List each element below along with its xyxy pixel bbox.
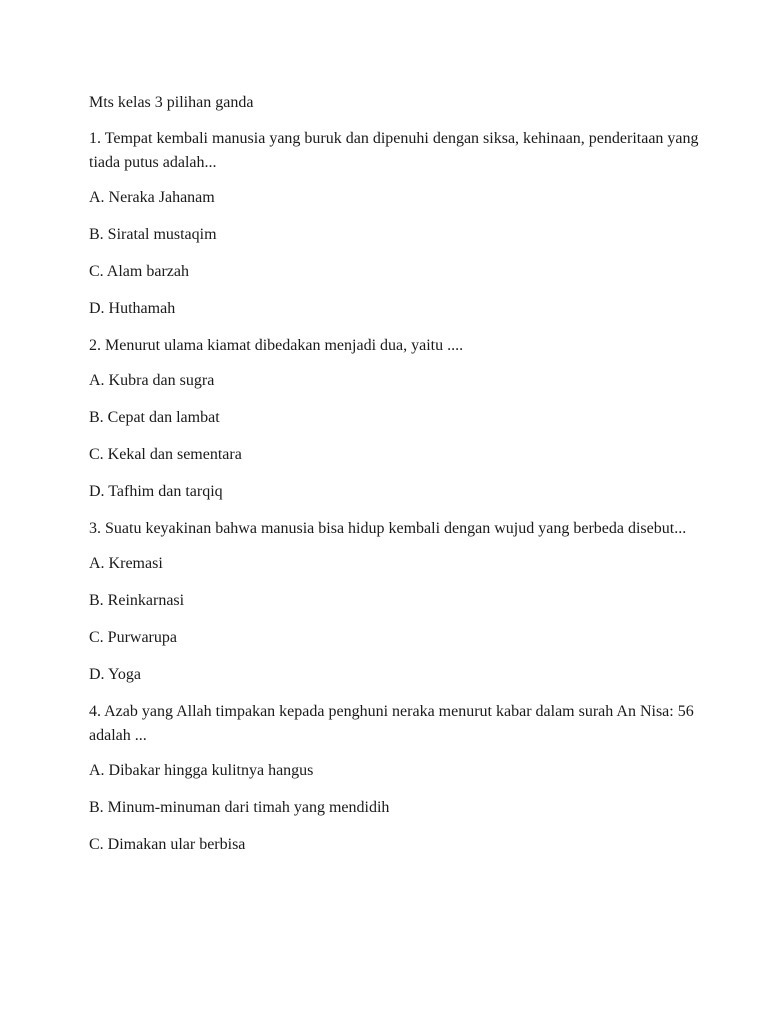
document-title: Mts kelas 3 pilihan ganda [89, 94, 254, 111]
question-text: 4. Azab yang Allah timpakan kepada penghuni neraka menurut kabar dalam surah An Nisa: 56 adalah ... [89, 703, 694, 744]
answer-option: D. Tafhim dan tarqiq [89, 483, 223, 500]
answer-option: C. Dimakan ular berbisa [89, 836, 246, 853]
question-block [89, 127, 709, 321]
answer-option: C. Alam barzah [89, 263, 189, 280]
answer-option: B. Cepat dan lambat [89, 409, 220, 426]
question-block [89, 334, 709, 504]
answer-option: B. Reinkarnasi [89, 592, 185, 609]
answer-option: D. Yoga [89, 666, 142, 683]
question-text: 3. Suatu keyakinan bahwa manusia bisa hidup kembali dengan wujud yang berbeda disebut... [89, 520, 687, 537]
answer-option: A. Kremasi [89, 555, 163, 572]
answer-option: A. Dibakar hingga kulitnya hangus [89, 762, 314, 779]
answer-option: D. Huthamah [89, 300, 176, 317]
answer-option: A. Kubra dan sugra [89, 372, 215, 389]
answer-option: B. Minum-minuman dari timah yang mendidih [89, 799, 390, 816]
answer-option: C. Kekal dan sementara [89, 446, 242, 463]
question-block [89, 517, 709, 687]
question-text: 1. Tempat kembali manusia yang buruk dan dipenuhi dengan siksa, kehinaan, penderitaan yang tiada putus adalah... [89, 130, 699, 171]
answer-option: C. Purwarupa [89, 629, 177, 646]
document-page [89, 91, 709, 870]
question-text: 2. Menurut ulama kiamat dibedakan menjadi dua, yaitu .... [89, 337, 464, 354]
question-block [89, 700, 709, 857]
answer-option: A. Neraka Jahanam [89, 189, 215, 206]
answer-option: B. Siratal mustaqim [89, 226, 217, 243]
